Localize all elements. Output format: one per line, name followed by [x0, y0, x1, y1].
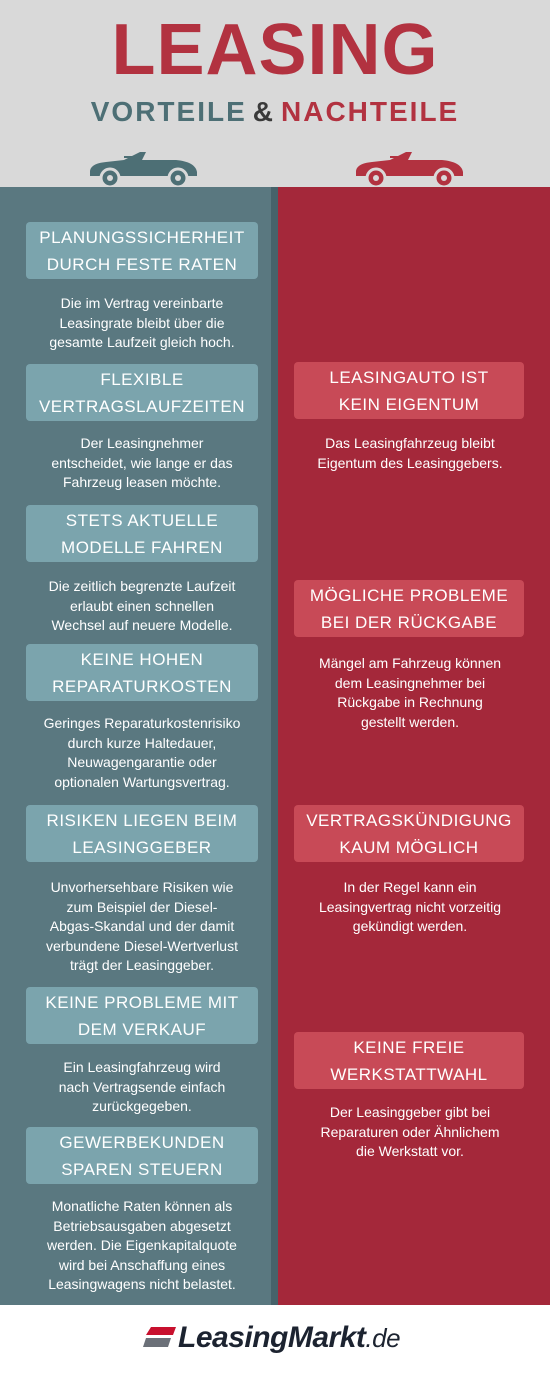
column-divider — [271, 187, 278, 1305]
car-left-icon — [84, 140, 204, 190]
vorteil-text: Monatliche Raten können als Betriebsausgaben abgesetzt werden. Die Eigenkapitalquote wird bei Anschaffung eines Leasingwagens nicht belastet. — [47, 1198, 237, 1292]
vorteil-text: Der Leasingnehmer entscheidet, wie lange er das Fahrzeug leasen möchte. — [51, 435, 233, 490]
logo-brand: LeasingMarkt — [178, 1321, 366, 1354]
nachteil-text: Der Leasinggeber gibt bei Reparaturen oder Ähnlichem die Werkstatt vor. — [320, 1104, 500, 1159]
nachteil-text: Mängel am Fahrzeug können dem Leasingnehmer bei Rückgabe in Rechnung gestellt werden. — [318, 655, 502, 730]
vorteil-heading: KEINE PROBLEME MIT DEM VERKAUF — [26, 987, 258, 1044]
subtitle-nachteile: NACHTEILE — [281, 96, 460, 127]
nachteil-text: Das Leasingfahrzeug bleibt Eigentum des Leasinggebers. — [317, 435, 503, 471]
header — [0, 0, 550, 187]
car-right-icon — [350, 140, 470, 190]
vorteil-text: Unvorhersehbare Risiken wie zum Beispiel der Diesel- Abgas-Skandal und der damit verbundene Diesel-Wertverlust trägt der Leasinggeber. — [46, 879, 238, 973]
nachteil-heading: VERTRAGSKÜNDIGUNG KAUM MÖGLICH — [294, 805, 524, 862]
vorteil-text: Ein Leasingfahrzeug wird nach Vertragsende einfach zurückgegeben. — [58, 1059, 226, 1114]
logo-wordmark — [178, 1318, 400, 1358]
vorteil-text: Die im Vertrag vereinbarte Leasingrate bleibt über die gesamte Laufzeit gleich hoch. — [49, 295, 235, 350]
vorteil-heading: STETS AKTUELLE MODELLE FAHREN — [26, 505, 258, 562]
subtitle-ampersand: & — [252, 96, 275, 127]
vorteil-heading: RISIKEN LIEGEN BEIM LEASINGGEBER — [26, 805, 258, 862]
vorteil-heading: PLANUNGSSICHERHEIT DURCH FESTE RATEN — [26, 222, 258, 279]
nachteil-heading: LEASINGAUTO IST KEIN EIGENTUM — [294, 362, 524, 419]
vorteil-heading: KEINE HOHEN REPARATURKOSTEN — [26, 644, 258, 701]
page-subtitle — [0, 92, 550, 132]
subtitle-vorteile: VORTEILE — [90, 96, 247, 127]
nachteil-heading: MÖGLICHE PROBLEME BEI DER RÜCKGABE — [294, 580, 524, 637]
vorteil-text: Die zeitlich begrenzte Laufzeit erlaubt einen schnellen Wechsel auf neuere Modelle. — [48, 578, 236, 633]
nachteil-heading: KEINE FREIE WERKSTATTWAHL — [294, 1032, 524, 1089]
leasingmarkt-logo-icon — [143, 1325, 177, 1349]
vorteil-heading: GEWERBEKUNDEN SPAREN STEUERN — [26, 1127, 258, 1184]
logo-tld: .de — [365, 1323, 401, 1353]
vorteil-text: Geringes Reparaturkostenrisiko durch kurze Haltedauer, Neuwagengarantie oder optionalen Wartungsvertrag. — [43, 715, 241, 790]
vorteil-heading: FLEXIBLE VERTRAGSLAUFZEITEN — [26, 364, 258, 421]
page-title: LEASING — [111, 10, 439, 90]
nachteil-text: In der Regel kann ein Leasingvertrag nicht vorzeitig gekündigt werden. — [318, 879, 502, 934]
